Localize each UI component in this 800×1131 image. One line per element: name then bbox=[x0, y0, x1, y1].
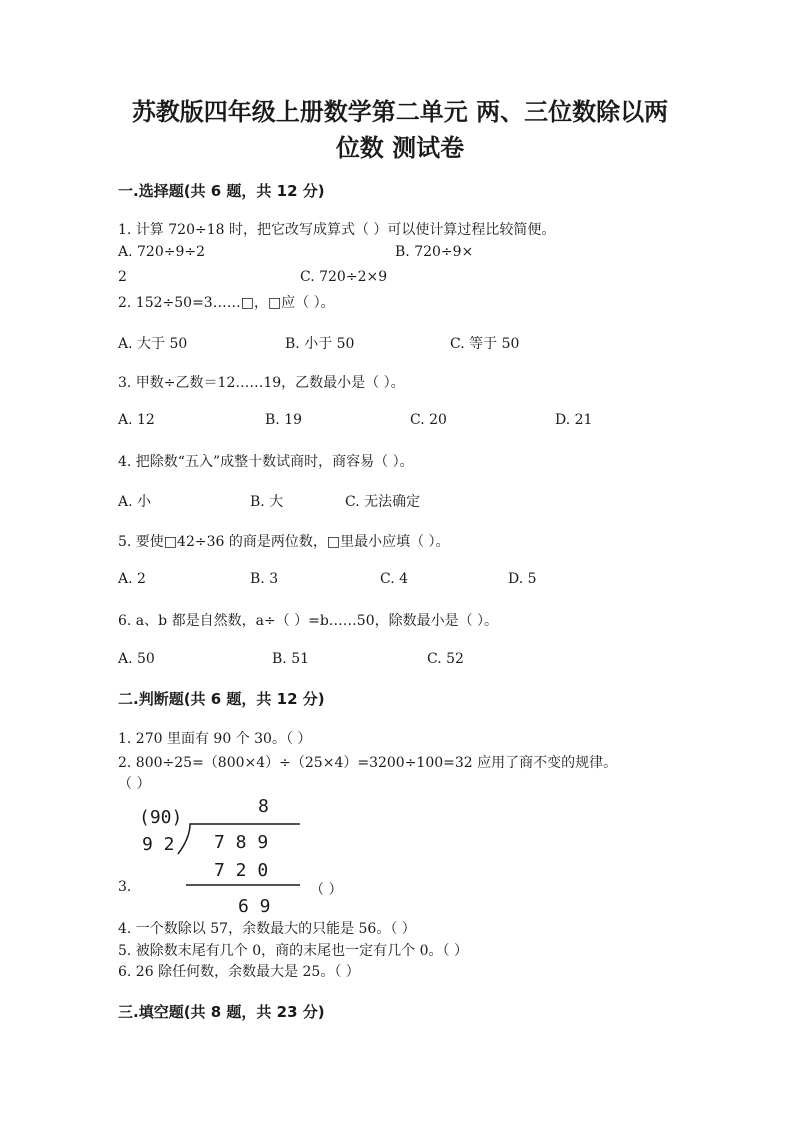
choice-5-option-d: D. 5 bbox=[508, 571, 537, 587]
section-fill-heading: 三.填空题(共 8 题，共 23 分) bbox=[118, 1003, 325, 1021]
division-quotient: 8 bbox=[258, 796, 269, 817]
choice-4-option-c: C. 无法确定 bbox=[345, 494, 421, 510]
choice-6-option-a: A. 50 bbox=[118, 651, 155, 667]
choice-5-option-c: C. 4 bbox=[380, 571, 409, 587]
choice-1-option-a: A. 720÷9÷2 bbox=[118, 244, 206, 260]
judge-question-1: 1. 270 里面有 90 个 30。（ ） bbox=[118, 731, 312, 747]
choice-2-option-c: C. 等于 50 bbox=[450, 336, 520, 352]
judge-question-3-bracket: （ ） bbox=[310, 882, 343, 898]
choice-1-option-b: B. 720÷9× bbox=[395, 244, 474, 260]
choice-question-2: 2. 152÷50=3……□，□应（ ）。 bbox=[118, 295, 335, 311]
choice-question-4: 4. 把除数“五入”成整十数试商时，商容易（ ）。 bbox=[118, 454, 414, 470]
choice-1-option-c: C. 720÷2×9 bbox=[300, 269, 388, 285]
division-product: 7 2 0 bbox=[214, 860, 269, 881]
choice-5-option-a: A. 2 bbox=[118, 571, 146, 587]
page-title-line2: 位数 测试卷 bbox=[335, 134, 465, 162]
choice-question-1: 1. 计算 720÷18 时，把它改写成算式（ ）可以使计算过程比较简便。 bbox=[118, 222, 556, 238]
choice-3-option-d: D. 21 bbox=[555, 412, 593, 428]
choice-6-option-c: C. 52 bbox=[427, 651, 464, 667]
judge-question-3: 3. bbox=[118, 879, 132, 895]
section-judge-heading: 二.判断题(共 6 题，共 12 分) bbox=[118, 690, 325, 708]
judge-question-5: 5. 被除数末尾有几个 0，商的末尾也一定有几个 0。（ ） bbox=[118, 943, 468, 959]
division-divisor: 9 2 bbox=[142, 834, 175, 855]
judge-question-2-bracket: （ ） bbox=[118, 776, 151, 792]
division-note: (90) bbox=[139, 807, 183, 828]
judge-question-2: 2. 800÷25=（800×4）÷（25×4）=3200÷100=32 应用了商不变的规律。 bbox=[118, 755, 618, 771]
choice-question-5: 5. 要使□42÷36 的商是两位数，□里最小应填（ ）。 bbox=[118, 534, 450, 550]
choice-question-6: 6. a、b 都是自然数，a÷（ ）=b……50，除数最小是（ ）。 bbox=[118, 613, 499, 629]
page-title-line1: 苏教版四年级上册数学第二单元 两、三位数除以两 bbox=[131, 98, 669, 126]
section-choice-heading: 一.选择题(共 6 题，共 12 分) bbox=[118, 182, 325, 200]
choice-6-option-b: B. 51 bbox=[272, 651, 310, 667]
choice-1-option-b-wrap: 2 bbox=[118, 269, 127, 285]
choice-question-3: 3. 甲数÷乙数＝12……19，乙数最小是（ ）。 bbox=[118, 375, 405, 391]
judge-question-6: 6. 26 除任何数，余数最大是 25。（ ） bbox=[118, 964, 360, 980]
choice-2-option-b: B. 小于 50 bbox=[285, 336, 355, 352]
choice-3-option-a: A. 12 bbox=[118, 412, 155, 428]
choice-3-option-b: B. 19 bbox=[265, 412, 303, 428]
division-dividend: 7 8 9 bbox=[214, 832, 269, 853]
judge-question-4: 4. 一个数除以 57，余数最大的只能是 56。（ ） bbox=[118, 921, 416, 937]
choice-4-option-a: A. 小 bbox=[118, 494, 152, 510]
choice-2-option-a: A. 大于 50 bbox=[118, 336, 188, 352]
choice-3-option-c: C. 20 bbox=[410, 412, 447, 428]
choice-4-option-b: B. 大 bbox=[250, 494, 284, 510]
choice-5-option-b: B. 3 bbox=[250, 571, 279, 587]
division-remainder: 6 9 bbox=[238, 896, 271, 917]
